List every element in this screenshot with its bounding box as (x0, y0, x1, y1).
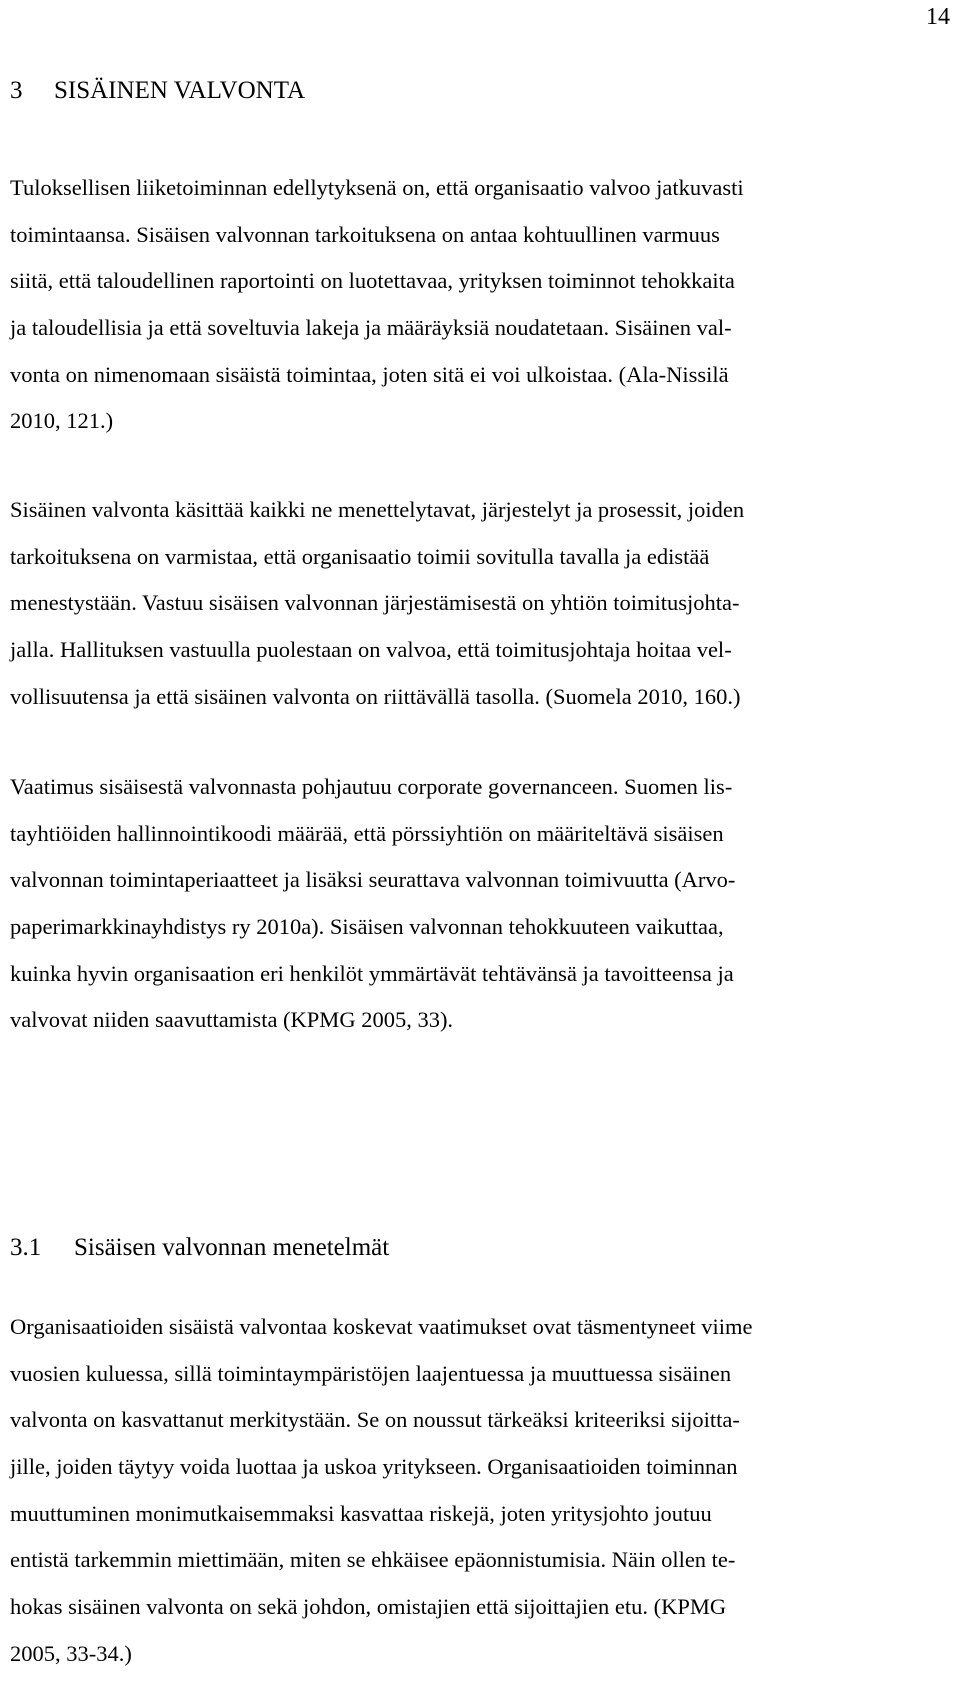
paragraph-line: vollisuutensa ja että sisäinen valvonta on riittävällä tasolla. (Suomela 2010, 160.) (10, 683, 741, 709)
paragraph-line: valvonta on kasvattanut merkitystään. Se on noussut tärkeäksi kriteeriksi sijoitta- (10, 1407, 740, 1433)
paragraph-line: vonta on nimenomaan sisäistä toimintaa, joten sitä ei voi ulkoistaa. (Ala-Nissilä (10, 361, 729, 387)
paragraph-line: jille, joiden täytyy voida luottaa ja uskoa yritykseen. Organisaatioiden toiminnan (10, 1454, 738, 1480)
paragraph-line: tayhtiöiden hallinnointikoodi määrää, että pörssiyhtiön on määriteltävä sisäisen (10, 820, 724, 846)
paragraph-line: valvovat niiden saavuttamista (KPMG 2005, 33). (10, 1007, 454, 1033)
paragraph-line: valvonnan toimintaperiaatteet ja lisäksi seurattava valvonnan toimivuutta (Arvo- (10, 867, 736, 893)
section-number: 3 (10, 77, 23, 104)
paragraph-line: muuttuminen monimutkaisemmaksi kasvattaa riskejä, joten yritysjohto joutuu (10, 1500, 712, 1526)
paragraph-line: kuinka hyvin organisaation eri henkilöt ymmärtävät tehtävänsä ja tavoitteensa ja (10, 960, 734, 986)
subsection-heading (10, 1232, 389, 1264)
paragraph-line: entistä tarkemmin miettimään, miten se ehkäisee epäonnistumisia. Näin ollen te- (10, 1547, 736, 1573)
paragraph-line: hokas sisäinen valvonta on sekä johdon, omistajien että sijoittajien etu. (KPMG (10, 1594, 727, 1620)
paragraph-line: toimintaansa. Sisäisen valvonnan tarkoituksena on antaa kohtuullinen varmuus (10, 221, 720, 247)
page-number: 14 (926, 4, 950, 30)
paragraph-line: ja taloudellisia ja että soveltuvia lakeja ja määräyksiä noudatetaan. Sisäinen val- (10, 315, 732, 341)
paragraph-line: 2010, 121.) (10, 408, 114, 434)
section-title: SISÄINEN VALVONTA (54, 77, 306, 104)
paragraph-line: 2005, 33-34.) (10, 1640, 132, 1666)
paragraph-line: menestystään. Vastuu sisäisen valvonnan järjestämisestä on yhtiön toimitusjohta- (10, 590, 740, 616)
paragraph-2 (10, 487, 744, 720)
paragraph-line: tarkoituksena on varmistaa, että organisaatio toimii sovitulla tavalla ja edistää (10, 543, 710, 569)
paragraph-4 (10, 1304, 753, 1678)
section-heading (10, 75, 305, 107)
paragraph-3 (10, 764, 735, 1044)
paragraph-line: Tuloksellisen liiketoiminnan edellytyksenä on, että organisaatio valvoo jatkuvasti (10, 175, 744, 200)
paragraph-line: Sisäinen valvonta käsittää kaikki ne menettelytavat, järjestelyt ja prosessit, joiden (10, 497, 745, 522)
paragraph-line: paperimarkkinayhdistys ry 2010a). Sisäisen valvonnan tehokkuuteen vaikuttaa, (10, 914, 724, 940)
subsection-number: 3.1 (10, 1234, 42, 1261)
subsection-title: Sisäisen valvonnan menetelmät (74, 1234, 390, 1261)
paragraph-line: Vaatimus sisäisestä valvonnasta pohjautuu corporate governanceen. Suomen lis- (10, 774, 733, 799)
paragraph-line: siitä, että taloudellinen raportointi on luotettavaa, yrityksen toiminnot tehokkaita (10, 268, 735, 294)
paragraph-1 (10, 165, 744, 445)
paragraph-line: Organisaatioiden sisäistä valvontaa koskevat vaatimukset ovat täsmentyneet viime (10, 1314, 753, 1339)
paragraph-line: jalla. Hallituksen vastuulla puolestaan on valvoa, että toimitusjohtaja hoitaa vel- (10, 637, 732, 663)
paragraph-line: vuosien kuluessa, sillä toimintaympäristöjen laajentuessa ja muuttuessa sisäinen (10, 1360, 732, 1386)
